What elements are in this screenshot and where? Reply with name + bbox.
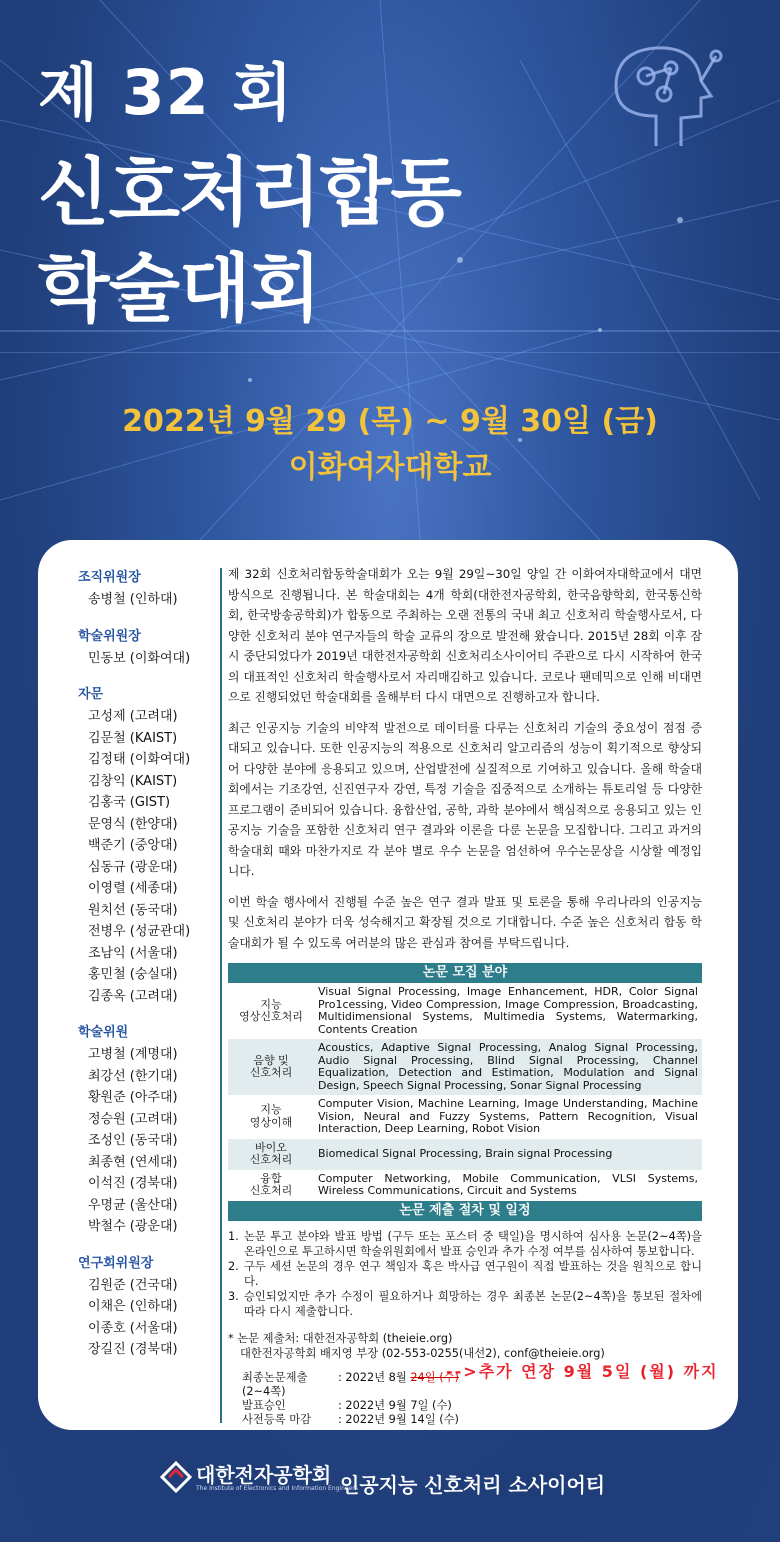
area-topics: Visual Signal Processing, Image Enhancement, HDR, Color Signal Pro1cessing, Video Compression, Image Compression, Broadcasting, Multidimensional Systems, Multimedia Systems, Watermarking, Contents Creation <box>318 985 698 1036</box>
step-number: 3. <box>228 1289 239 1303</box>
procedure-header: 논문 제출 절차 및 일정 <box>228 1201 702 1221</box>
committee-heading: 연구회위원장 <box>78 1255 154 1271</box>
intro-paragraph-1: 제 32회 신호처리합동학술대회가 오는 9월 29일~30일 양일 간 이화여자대학교에서 대면 방식으로 진행됩니다. 본 학술대회는 4개 학회(대한전자공학회, 한국음향학회, 한국통신학회, 한국방송공학회)가 합동으로 주최하는 오랜 전통의 국내 최고 신호처리 학술행사로서, 다양한 신호처리 분야 연구자들의 학술 교류의 장으로 발전해 왔습니다. 2015년 28회 이후 잠시 중단되었다가 2019년 대한전자공학회 신호처리소사이어티 주관으로 다시 시작하여 한국의 대표적인 신호처리 학술행사로서 자리매김하고 있습니다. 코로나 팬데믹으로 인해 비대면으로 진행되었던 학술대회를 올해부터 다시 대면으로 진행하고자 합니다. <box>228 567 702 704</box>
committee-member: 이석진 (경북대) <box>88 1176 178 1191</box>
area-name-line1: 음향 및 <box>253 1053 289 1067</box>
areas-row <box>228 1039 702 1095</box>
procedure-step <box>228 1229 702 1259</box>
areas-table <box>228 983 702 1201</box>
area-topics: Acoustics, Adaptive Signal Processing, Analog Signal Processing, Audio Signal Processing, Blind Signal Processing, Channel Equalization, Detection and Estimation, Modulation and Signal Design, Speech Signal Processing, Sonar Signal Processing <box>314 1039 702 1095</box>
intro-paragraph-3: 이번 학술 행사에서 진행될 수준 높은 연구 결과 발표 및 토론을 통해 우리나라의 인공지능 및 신호처리 분야가 더욱 성숙해지고 확장될 것으로 기대합니다. 수준 높은 신호처리 합동 학술대회가 될 수 있도록 여러분의 많은 관심과 참여를 부탁드립니다. <box>228 894 702 950</box>
committee-heading: 조직위원장 <box>78 570 141 585</box>
step-text: 논문 투고 분야와 발표 방법 (구두 또는 포스터 중 택일)을 명시하여 심사용 논문(2~4쪽)을 온라인으로 투고하시면 학술위원회에서 발표 승인과 추가 수정 여부를 심사하여 통보합니다. <box>244 1229 702 1258</box>
area-name <box>228 1095 314 1139</box>
committee-member: 최종현 (연세대) <box>88 1154 178 1170</box>
area-name-line2: 영상신호처리 <box>239 1010 303 1023</box>
step-number: 2. <box>228 1259 239 1273</box>
committee-member: 백준기 (중앙대) <box>88 838 178 853</box>
area-name-line2: 신호처리 <box>249 1153 293 1166</box>
schedule-row <box>228 1413 702 1427</box>
schedule-value <box>338 1413 459 1427</box>
area-topics: Computer Vision, Machine Learning, Image Understanding, Machine Vision, Neural and Fuzzy Systems, Pattern Recognition, Visual Interaction, Deep Learning, Robot Vision <box>318 1097 698 1135</box>
committee-member: 이채은 (인하대) <box>88 1299 178 1314</box>
area-name <box>228 983 314 1039</box>
committee-member: 전병우 (성균관대) <box>88 924 191 939</box>
deadline-extension-note: -->추가 연장 9월 5일 (월) 까지 <box>446 1361 719 1381</box>
procedure-steps <box>228 1229 702 1319</box>
schedule-date: : 2022년 9월 7일 (수) <box>338 1398 452 1412</box>
original-deadline-struck: 24일 (수) <box>410 1370 459 1384</box>
procedure-step <box>228 1289 702 1319</box>
schedule-value <box>338 1399 452 1413</box>
committee-member: 송병철 (인하대) <box>88 592 178 607</box>
area-name-line1: 지능 <box>260 1103 282 1117</box>
submission-notice <box>228 1331 702 1361</box>
committee-member: 황원준 (아주대) <box>88 1090 178 1105</box>
area-name-line1: 지능 <box>260 997 282 1011</box>
areas-row <box>228 1170 702 1201</box>
notice-line2: 대한전자공학회 배지영 부장 (02-553-0255(내선2), conf@theieie.org) <box>240 1346 605 1360</box>
committee-member: 김종옥 (고려대) <box>88 988 178 1004</box>
committee-member: 김창익 (KAIST) <box>88 773 178 789</box>
areas-header: 논문 모집 분야 <box>228 963 702 983</box>
committee-member: 이영렬 (세종대) <box>88 881 178 896</box>
area-name-line1: 바이오 <box>255 1140 287 1154</box>
area-name <box>228 1139 314 1170</box>
notice-line1: * 논문 제출처: 대한전자공학회 (theieie.org) <box>228 1331 453 1345</box>
committee-member: 정승원 (고려대) <box>88 1111 178 1127</box>
schedule-label: 사전등록 마감 <box>242 1412 312 1426</box>
schedule-label: 최종논문제출 (2~4쪽) <box>242 1370 308 1398</box>
committee-heading: 학술위원 <box>78 1025 129 1040</box>
committee-member: 김원준 (건국대) <box>88 1277 178 1293</box>
areas-row <box>228 983 702 1039</box>
ieie-logo-icon <box>160 1461 192 1493</box>
committee-member: 고병철 (계명대) <box>88 1047 178 1062</box>
areas-row <box>228 1095 702 1139</box>
area-name-line2: 신호처리 <box>249 1066 293 1079</box>
society-name-ai-sp: 인공지능 신호처리 소사이어티 <box>340 1473 606 1497</box>
committee-member: 최강선 (한기대) <box>88 1068 178 1084</box>
step-text: 구두 세션 논문의 경우 연구 책임자 혹은 박사급 연구원이 직접 발표하는 것을 원칙으로 합니다. <box>244 1259 702 1288</box>
society-name-ieie-en: The Institute of Electronics and Information Engineers <box>196 1485 358 1492</box>
schedule-value <box>338 1371 459 1399</box>
conference-title-line1: 신호처리합동 <box>38 150 461 236</box>
committee-member: 김홍국 (GIST) <box>88 795 171 810</box>
committee-heading: 학술위원장 <box>78 628 141 644</box>
conference-title-line2: 학술대회 <box>38 246 320 332</box>
committee-member: 고성제 (고려대) <box>88 709 178 724</box>
main-content <box>228 564 719 1427</box>
committee-member: 원치선 (동국대) <box>88 902 178 918</box>
step-text: 승인되었지만 추가 수정이 필요하거나 희망하는 경우 최종본 논문(2~4쪽)을 통보된 절차에 따라 다시 제출합니다. <box>244 1289 702 1318</box>
areas-row <box>228 1139 702 1170</box>
area-name <box>228 1170 314 1201</box>
area-topics: Computer Networking, Mobile Communication, VLSI Systems, Wireless Communications, Circuit and Systems <box>318 1171 698 1197</box>
ai-brain-icon <box>586 36 736 156</box>
area-name-line1: 융합 <box>260 1171 282 1185</box>
area-topics: Biomedical Signal Processing, Brain signal Processing <box>314 1139 702 1170</box>
schedule-date: : 2022년 8월 <box>338 1370 411 1384</box>
schedule <box>228 1361 719 1427</box>
society-name-ieie: 대한전자공학회 <box>196 1463 332 1487</box>
committee-member: 심동규 (광운대) <box>88 859 178 875</box>
committee-member: 이종호 (서울대) <box>88 1320 178 1336</box>
schedule-date: : 2022년 9월 14일 (수) <box>338 1412 459 1426</box>
footer <box>0 1455 780 1505</box>
committee-member: 조남익 (서울대) <box>88 945 178 961</box>
area-name <box>228 1039 314 1095</box>
divider <box>220 568 222 1423</box>
committee-member: 김정태 (이화여대) <box>88 752 191 767</box>
edition-title: 제 32 회 <box>38 56 294 129</box>
committee-heading: 자문 <box>78 687 104 702</box>
intro-paragraph-2: 최근 인공지능 기술의 비약적 발전으로 데이터를 다루는 신호처리 기술의 중요성이 점점 증대되고 있습니다. 또한 인공지능의 적용으로 신호처리 알고리즘의 성능이 획기적으로 향상되어 다양한 분야에 응용되고 있으며, 산업발전에 실질적으로 기여하고 있습니다. 올해 학술대회에서는 기조강연, 신진연구자 강연, 특정 기술을 집중적으로 소개하는 튜토리얼 등 다양한 프로그램이 준비되어 있습니다. 융합산업, 공학, 과학 분야에서 핵심적으로 응용되고 있는 인공지능 기술을 포함한 신호처리 연구 결과와 이론을 다룬 논문을 모집합니다. 그리고 과거의 학술대회 때와 마찬가지로 각 분야 별로 우수 논문을 엄선하여 우수논문상을 시상할 예정입니다. <box>228 720 702 878</box>
step-number: 1. <box>228 1229 239 1243</box>
committee-member: 홍민철 (숭실대) <box>88 967 178 982</box>
area-name-line2: 영상이해 <box>249 1115 293 1129</box>
committee-member: 조성인 (동국대) <box>88 1133 178 1148</box>
schedule-label: 발표승인 <box>242 1398 286 1412</box>
schedule-row <box>228 1399 702 1413</box>
committee-member: 박철수 (광운대) <box>88 1219 178 1234</box>
info-card <box>38 540 738 1430</box>
committee-member: 김문철 (KAIST) <box>88 730 178 746</box>
conference-date: 2022년 9월 29 (목) ~ 9월 30일 (금) <box>122 404 658 439</box>
committee-member: 장길진 (경북대) <box>88 1342 178 1357</box>
area-name-line2: 신호처리 <box>249 1184 293 1197</box>
procedure-step <box>228 1259 702 1289</box>
committee-list <box>78 566 208 1361</box>
committee-member: 민동보 (이화여대) <box>88 650 191 666</box>
conference-venue: 이화여자대학교 <box>288 450 492 485</box>
committee-member: 우명균 (울산대) <box>88 1197 178 1213</box>
committee-member: 문영식 (한양대) <box>88 816 178 832</box>
